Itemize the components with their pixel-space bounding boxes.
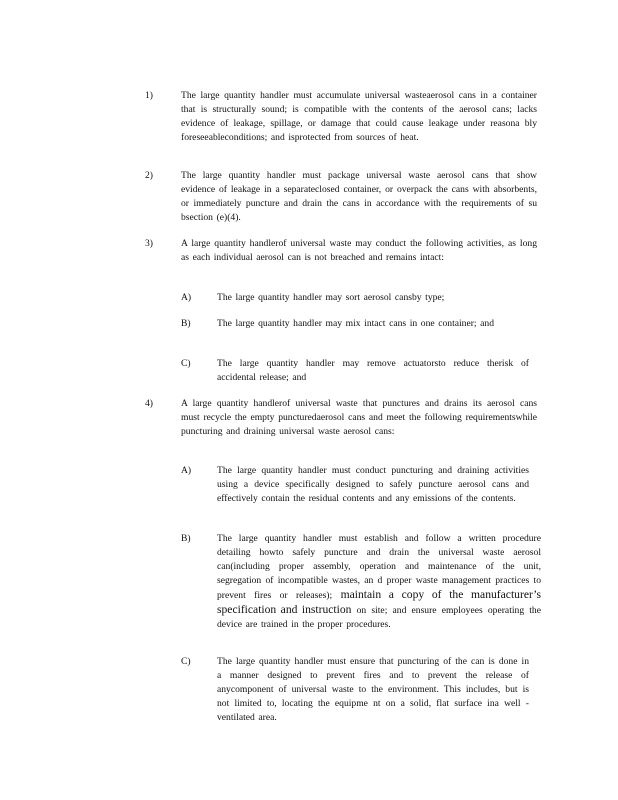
sub-item-number: C) <box>181 358 191 369</box>
sub-item-number: A) <box>181 465 192 476</box>
item-text: A large quantity handlerof universal waste that punctures and drains its aerosol cans must recycle the empty puncturedaerosol cans and meet the following requirementswhile puncturing and draining universal waste aerosol cans: <box>181 398 537 437</box>
sub-item-text: The large quantity handler must ensure that puncturing of the can is done in a manner designed to prevent fires and to prevent the release of anycomponent of universal waste to the environment. This includes, but is not limited to, locating the equipme nt on a solid, flat surface ina well -ventilated area. <box>217 656 529 723</box>
sub-item-text: The large quantity handler may mix intact cans in one container; and <box>217 318 495 329</box>
item-number: 2) <box>145 170 153 181</box>
item-text: The large quantity handler must package universal waste aerosol cans that show evidence of leakage in a separateclosed container, or overpack the cans with absorbents, or immediately puncture and drain the cans in accordance with the requirements of su bsection (e)(4). <box>181 170 537 223</box>
item-text: The large quantity handler must accumulate universal wasteaerosol cans in a container that is structurally sound; is compatible with the contents of the aerosol cans; lacks evidence of leakage, spillage, or damage that could cause leakage under reasona bly foreseeableconditions; and isprotected from sources of heat. <box>181 90 537 143</box>
sub-item-text-large: maintain a copy of the manufacturer’s specification and instruction <box>217 588 541 616</box>
item-number: 4) <box>145 398 153 409</box>
item-number: 1) <box>145 90 153 101</box>
sub-item-number: B) <box>181 318 191 329</box>
sub-item-text: The large quantity handler may sort aerosol cansby type; <box>217 292 445 303</box>
sub-item-number: A) <box>181 292 192 303</box>
sub-item-text: The large quantity handler must conduct puncturing and draining activities using a device specifically designed to safely puncture aerosol cans and effectively contain the residual contents and any emissions of the contents. <box>217 465 529 504</box>
sub-item-number: C) <box>181 656 191 667</box>
sub-item-text: The large quantity handler must establish and follow a written procedure detailing howto safely puncture and drain the universal waste aerosol can(including proper assembly, operation and maintenance of the unit, segregation of incompatible wastes, an d proper waste management practices to prevent fires or releases); <box>217 533 541 601</box>
sub-item-text-block <box>217 532 541 632</box>
sub-item-text: The large quantity handler may remove actuatorsto reduce therisk of accidental release; and <box>217 358 529 383</box>
sub-item-number: B) <box>181 533 191 544</box>
sub-item-text-end: on site; and ensure employees operating the device are trained in the proper procedures. <box>217 605 541 630</box>
item-number: 3) <box>145 238 153 249</box>
item-text: A large quantity handlerof universal waste may conduct the following activities, as long as each individual aerosol can is not breached and remains intact: <box>181 238 537 263</box>
